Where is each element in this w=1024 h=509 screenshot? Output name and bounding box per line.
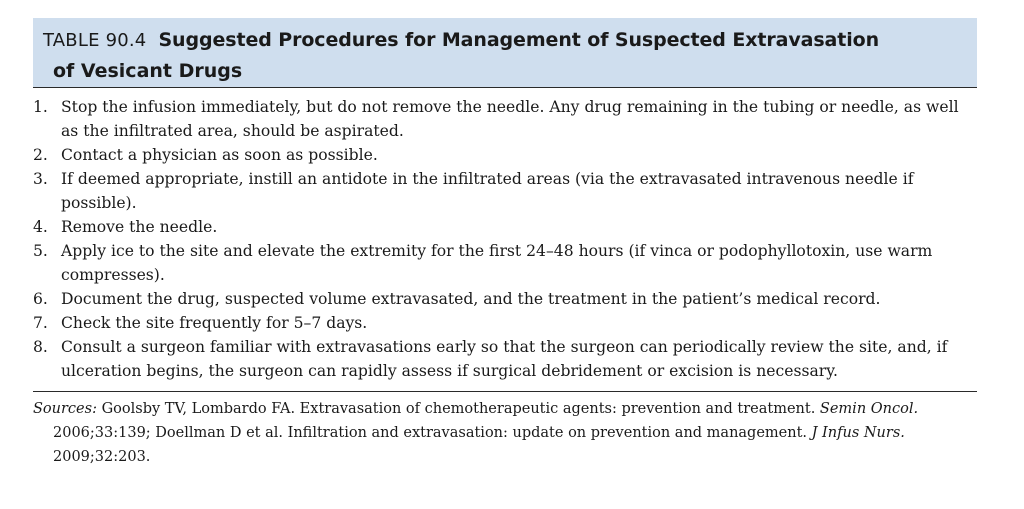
list-item (33, 239, 977, 287)
item-text: Contact a physician as soon as possible. (61, 146, 378, 164)
item-number: 1. (33, 98, 48, 116)
item-number: 5. (33, 242, 48, 260)
item-text: Check the site frequently for 5–7 days. (61, 314, 368, 332)
table-label: TABLE 90.4 (43, 30, 147, 51)
item-text: Consult a surgeon familiar with extravasations early so that the surgeon can periodically review the site, and, if ulceration begins, the surgeon can rapidly assess if surgical debridement or excision is necessary. (61, 338, 948, 380)
list-item (33, 311, 977, 335)
item-number: 4. (33, 218, 48, 236)
sources-journal2: J Infus Nurs. (811, 425, 905, 441)
list-item (33, 95, 977, 143)
sources-part2: 2006;33:139; Doellman D et al. Infiltration and extravasation: update on prevention and management. (53, 425, 808, 441)
table-header (33, 18, 977, 88)
sources-note (33, 392, 977, 469)
list-item (33, 143, 977, 167)
item-text: Apply ice to the site and elevate the extremity for the first 24–48 hours (if vinca or podophyllotoxin, use warm compresses). (61, 242, 933, 284)
item-text: If deemed appropriate, instill an antidote in the infiltrated areas (via the extravasated intravenous needle if possible). (61, 170, 914, 212)
item-number: 3. (33, 170, 48, 188)
list-item (33, 335, 977, 383)
table-title-line2: of Vesicant Drugs (53, 60, 243, 82)
sources-journal1: Semin Oncol. (819, 401, 919, 417)
list-item (33, 215, 977, 239)
item-number: 2. (33, 146, 48, 164)
item-text: Stop the infusion immediately, but do not remove the needle. Any drug remaining in the tubing or needle, as well as the infiltrated area, should be aspirated. (61, 98, 959, 140)
sources-part1: Goolsby TV, Lombardo FA. Extravasation of chemotherapeutic agents: prevention and treatment. (101, 401, 816, 417)
item-number: 7. (33, 314, 48, 332)
table-title-line1: Suggested Procedures for Management of Suspected Extravasation (158, 29, 880, 51)
item-number: 6. (33, 290, 48, 308)
sources-part3: 2009;32:203. (53, 449, 151, 465)
list-item (33, 167, 977, 215)
procedure-list (33, 88, 977, 383)
list-item (33, 287, 977, 311)
item-text: Document the drug, suspected volume extravasated, and the treatment in the patient’s medical record. (61, 290, 881, 308)
sources-label: Sources: (33, 401, 97, 417)
item-number: 8. (33, 338, 48, 356)
table-90-4 (33, 18, 977, 469)
item-text: Remove the needle. (61, 218, 218, 236)
